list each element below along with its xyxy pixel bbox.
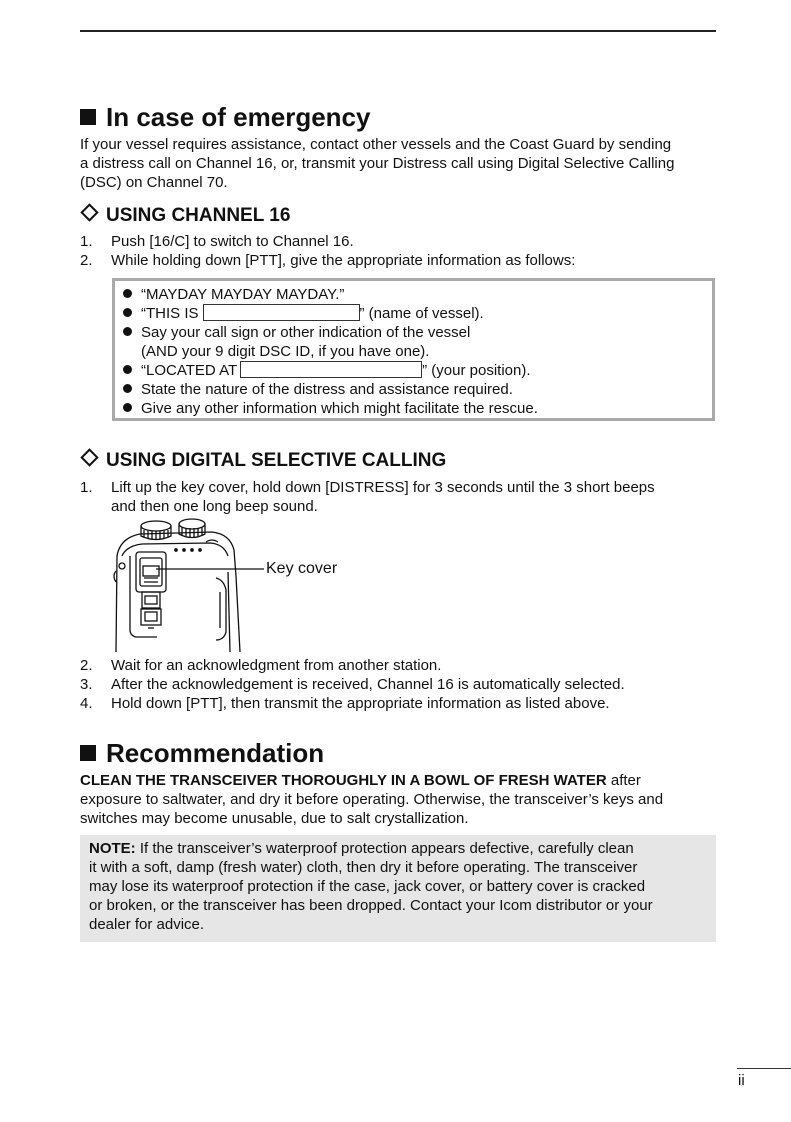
bullet-icon [123, 403, 132, 412]
list-item-continuation: (AND your 9 digit DSC ID, if you have one). [141, 343, 430, 360]
list-item: 1. Lift up the key cover, hold down [DISTRESS] for 3 seconds until the 3 short beeps and then one long beep sound. [80, 479, 655, 515]
radio-key-cover-illustration [112, 516, 352, 652]
bullet-icon [123, 384, 132, 393]
list-item: State the nature of the distress and assistance required. [123, 380, 513, 399]
list-item: Say your call sign or other indication of the vessel [123, 323, 470, 342]
list-item: 1. Push [16/C] to switch to Channel 16. [80, 233, 354, 250]
section-heading-emergency: In case of emergency [80, 102, 370, 132]
bullet-icon [123, 327, 132, 336]
list-item: 4. Hold down [PTT], then transmit the appropriate information as listed above. [80, 695, 610, 712]
list-item: “LOCATED AT ” (your position). [123, 361, 531, 380]
list-item: “MAYDAY MAYDAY MAYDAY.” [123, 285, 344, 304]
subheading-channel-16: USING CHANNEL 16 [80, 205, 290, 227]
footer-rule [737, 1068, 791, 1069]
list-item: 3. After the acknowledgement is received, Channel 16 is automatically selected. [80, 676, 625, 693]
vessel-name-blank [203, 304, 360, 321]
diamond-bullet-icon [80, 203, 98, 221]
list-item: 2. While holding down [PTT], give the appropriate information as follows: [80, 252, 576, 269]
section-heading-recommendation: Recommendation [80, 738, 324, 768]
list-item: 2. Wait for an acknowledgment from another station. [80, 657, 442, 674]
recommendation-text: CLEAN THE TRANSCEIVER THOROUGHLY IN A BOWL OF FRESH WATER after exposure to saltwater, and dry it before operating. Otherwise, the transceiver’s keys and switches may become unusable, due to salt crystallization. [80, 772, 664, 827]
list-item: “THIS IS ” (name of vessel). [123, 304, 484, 323]
emergency-intro: If your vessel requires assistance, contact other vessels and the Coast Guard by sending a distress call on Channel 16, or, transmit your Distress call using Digital Selective Calling (DSC) on Channel 70. [80, 136, 675, 191]
note-box: NOTE: If the transceiver’s waterproof protection appears defective, carefully clean it with a soft, damp (fresh water) cloth, then dry it before operating. The transceiver may lose its waterproof protection if the case, jack cover, or battery cover is cracked or broken, or the transceiver has been dropped. Contact your Icom distributor or your dealer for advice. [80, 835, 716, 942]
bullet-icon [123, 289, 132, 298]
square-bullet-icon [80, 745, 96, 761]
page-number: ii [738, 1072, 745, 1089]
bullet-icon [123, 308, 132, 317]
list-item: Give any other information which might facilitate the rescue. [123, 399, 538, 418]
subheading-dsc: USING DIGITAL SELECTIVE CALLING [80, 450, 446, 472]
square-bullet-icon [80, 109, 96, 125]
top-rule [80, 30, 716, 32]
diamond-bullet-icon [80, 448, 98, 466]
key-cover-callout: Key cover [266, 560, 338, 577]
position-blank [240, 361, 422, 378]
bullet-icon [123, 365, 132, 374]
mayday-script-box [112, 278, 715, 421]
